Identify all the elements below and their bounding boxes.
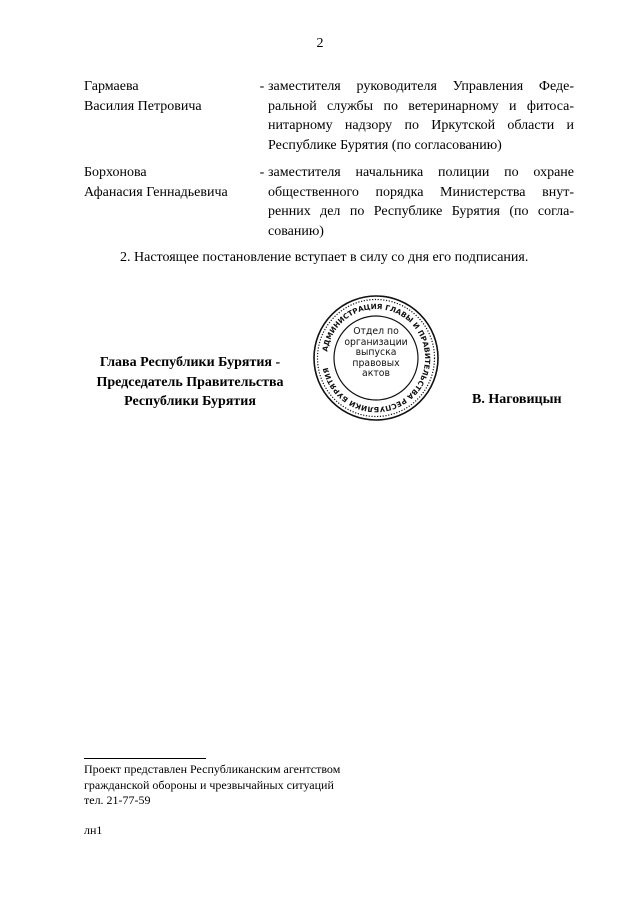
member-dash: - — [259, 165, 265, 180]
member-role-line: заместителя руководителя Управления Феде- — [268, 79, 574, 94]
footnote-divider — [84, 758, 206, 759]
member-role-line: Республике Бурятия (по согласованию) — [268, 137, 502, 153]
footnote-line: Проект представлен Республиканским агентством — [84, 762, 341, 776]
member-surname: Борхонова — [84, 165, 147, 180]
stamp-inner-line: организации — [344, 336, 408, 348]
stamp-inner-line: актов — [362, 368, 390, 380]
footer-code: лн1 — [84, 823, 103, 837]
member-role — [268, 77, 574, 155]
member-given-names: Василия Петровича — [84, 98, 202, 114]
stamp-inner-line: правовых — [352, 357, 400, 369]
member-surname: Гармаева — [84, 79, 139, 94]
stamp-inner-text — [342, 327, 410, 380]
page-number: 2 — [316, 36, 324, 51]
member-role-line: общественного порядка Министерства внут- — [268, 184, 574, 200]
member-role — [268, 163, 574, 241]
member-role-line: заместителя начальника полиции по охране — [268, 165, 574, 180]
signatory-position-line: Республики Бурятия — [124, 394, 256, 409]
member-role-line: ральной службы по ветеринарному и фитоса- — [268, 98, 574, 114]
member-role-line: нитарному надзору по Иркутской области и — [268, 118, 574, 133]
footnote-line: гражданской обороны и чрезвычайных ситуаций — [84, 777, 334, 792]
member-role-line: ренних дел по Республике Бурятия (по согла- — [268, 204, 574, 219]
signatory-position — [84, 353, 296, 412]
stamp-ring-text: АДМИНИСТРАЦИЯ ГЛАВЫ И ПРАВИТЕЛЬСТВА РЕСПУБЛИКИ БУРЯТИЯ — [320, 301, 433, 415]
signatory-name: В. Наговицын — [472, 392, 562, 407]
member-dash: - — [259, 79, 265, 94]
footnote-line: тел. 21-77-59 — [84, 793, 151, 807]
official-stamp — [312, 294, 440, 422]
member-role-line: сованию) — [268, 223, 324, 239]
stamp-inner-line: Отдел по — [353, 326, 399, 337]
member-name — [84, 163, 254, 202]
effective-date-clause: 2. Настоящее постановление вступает в силу со дня его подписания. — [120, 250, 529, 265]
signatory-position-line: Председатель Правительства — [96, 374, 284, 390]
member-given-names: Афанасия Геннадьевича — [84, 184, 228, 200]
member-name — [84, 77, 254, 116]
stamp-inner-line: выпуска — [355, 347, 397, 359]
signatory-position-line: Глава Республики Бурятия - — [99, 355, 281, 370]
footnote — [84, 762, 340, 809]
